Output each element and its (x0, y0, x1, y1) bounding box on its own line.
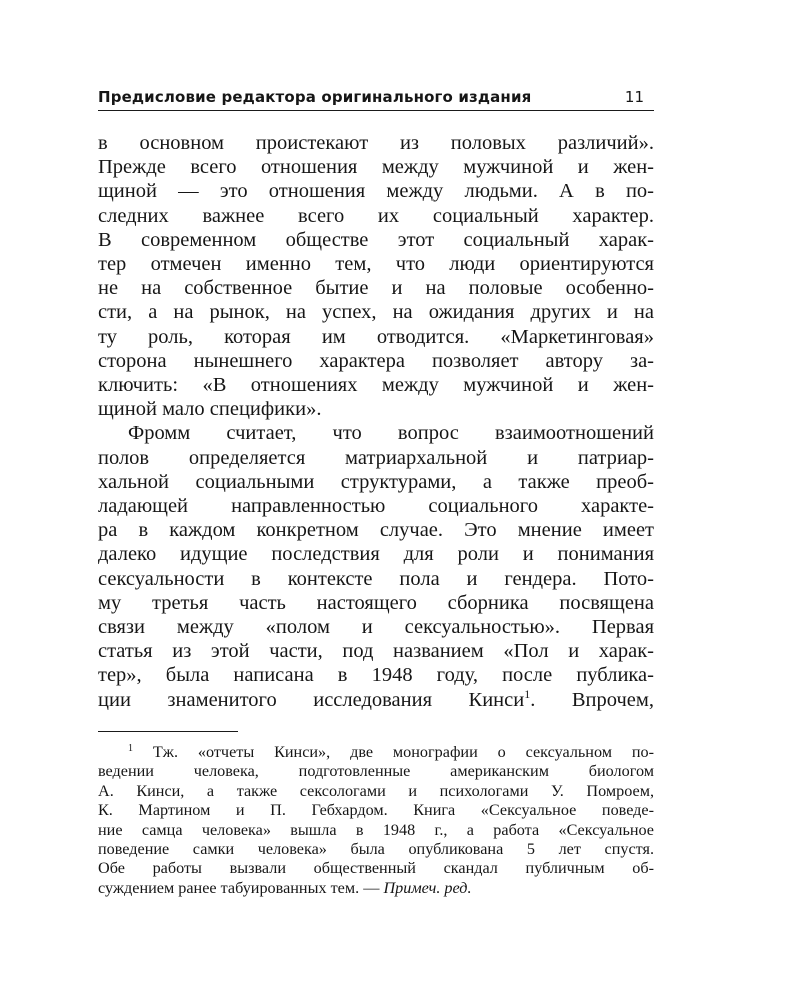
text-line: статья из этой части, под названием «Пол и харак- (98, 640, 654, 663)
footnote-line: К. Мартином и П. Гебхардом. Книга «Сексуальное поведе- (98, 801, 654, 820)
text-line: ра в каждом конкретном случае. Это мнение имеет (98, 519, 654, 542)
text-line-with-footnote-ref (98, 688, 654, 712)
footnote-separator (98, 731, 238, 732)
text-line: тер отмечен именно тем, что люди ориентируются (98, 253, 654, 276)
text-fragment: ции знаменитого исследования Кинси (98, 688, 525, 711)
footnote-line: поведение самки человека» была опубликована 5 лет спустя. (98, 839, 654, 858)
text-line: ладающей направленностью социального характе- (98, 495, 654, 518)
text-fragment: . Впрочем, (530, 688, 655, 711)
editor-note: Примеч. ред. (383, 878, 472, 897)
footnote-line (98, 879, 654, 898)
text-line: не на собственное бытие и на половые особенно- (98, 277, 654, 300)
text-line: следних важнее всего их социальный характер. (98, 204, 654, 227)
text-line: полов определяется матриархальной и патриар- (98, 446, 654, 469)
text-line: связи между «полом и сексуальностью». Первая (98, 616, 654, 639)
text-line: сексуальности в контексте пола и гендера. Пото- (98, 567, 654, 590)
text-line: далеко идущие последствия для роли и понимания (98, 543, 654, 566)
footnote-marker: 1 (128, 742, 133, 754)
main-text (98, 131, 654, 712)
running-header (98, 84, 654, 111)
text-line: хальной социальными структурами, а также преоб- (98, 470, 654, 493)
footnote-fragment: суждением ранее табуированных тем. — (98, 878, 384, 897)
text-line: В современном обществе этот социальный харак- (98, 228, 654, 251)
footnote-line: А. Кинси, а также сексологами и психологами У. Помроем, (98, 781, 654, 800)
text-line: сти, а на рынок, на успех, на ожидания других и на (98, 301, 654, 324)
text-line: му третья часть настоящего сборника посвящена (98, 591, 654, 614)
header-title: Предисловие редактора оригинального издания (98, 88, 532, 106)
footnote (98, 739, 654, 898)
book-page (98, 84, 654, 898)
footnote-fragment: Тж. «отчеты Кинси», две монографии о сексуальном по- (133, 742, 654, 761)
text-line: ту роль, которая им отводится. «Маркетинговая» (98, 325, 654, 348)
text-line: сторона нынешнего характера позволяет автору за- (98, 349, 654, 372)
text-line: ключить: «В отношениях между мужчиной и жен- (98, 374, 654, 397)
footnote-line: ведении человека, подготовленные американским биологом (98, 762, 654, 781)
text-line: Прежде всего отношения между мужчиной и жен- (98, 156, 654, 179)
footnote-line: Обе работы вызвали общественный скандал публичным об- (98, 859, 654, 878)
text-line: щиной мало специфики». (98, 398, 322, 421)
footnote-line: ние самца человека» вышла в 1948 г., а работа «Сексуальное (98, 820, 654, 839)
text-line: Фромм считает, что вопрос взаимоотношений (128, 422, 654, 445)
text-line: в основном проистекают из половых различий». (98, 132, 654, 154)
footnote-line (98, 739, 654, 762)
footnote-reference[interactable]: 1 (524, 686, 531, 701)
page-number: 11 (624, 88, 644, 106)
text-line: щиной — это отношения между людьми. А в по- (98, 180, 654, 203)
text-line: тер», была написана в 1948 году, после публика- (98, 664, 654, 687)
